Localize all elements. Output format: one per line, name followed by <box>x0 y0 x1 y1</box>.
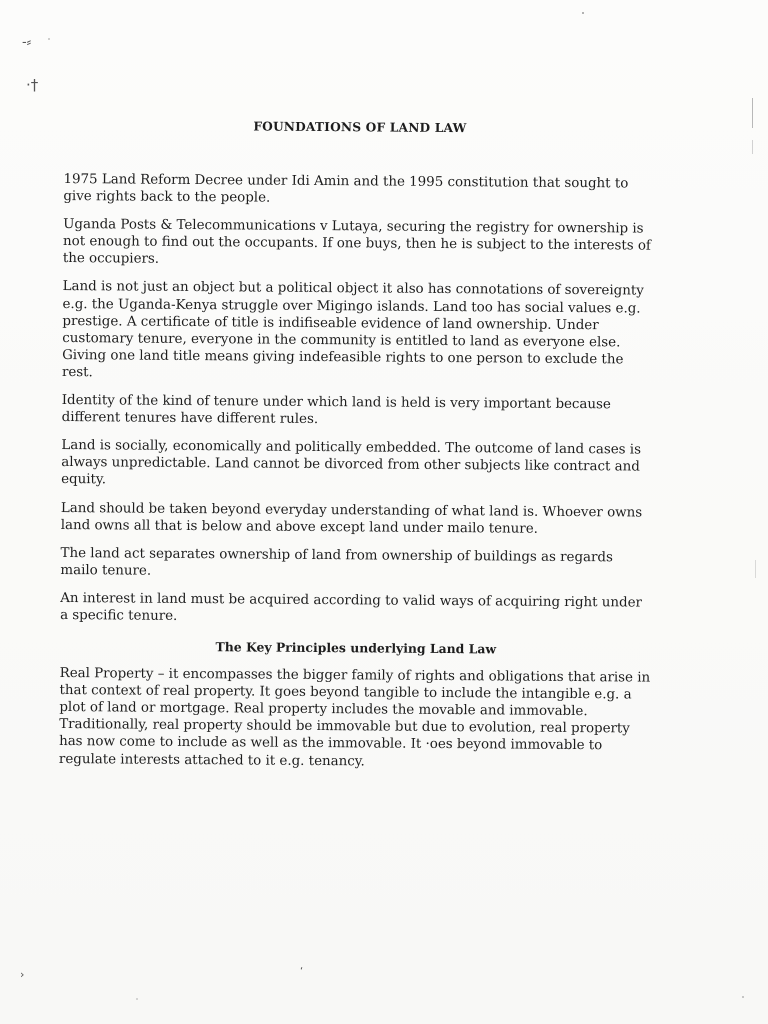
paragraph: Uganda Posts & Telecommunications v Lutaya, securing the registry for ownership is not enough to find out the occupants. If one buys, then he is subject to the interests of the occupiers. <box>62 217 651 268</box>
scan-edge-line <box>755 560 756 578</box>
scan-artifact-mark: ·† <box>26 76 39 94</box>
scan-speck <box>742 996 744 998</box>
paragraph: Land should be taken beyond everyday understanding of what land is. Whoever owns land owns all that is below and above except land under mailo tenure. <box>60 500 643 537</box>
paragraph: The land act separates ownership of land from ownership of buildings as regards mailo tenure. <box>60 545 613 579</box>
scan-artifact-mark: ‘ <box>300 966 304 977</box>
scan-speck <box>136 998 138 1000</box>
section-heading: The Key Principles underlying Land Law <box>215 639 497 657</box>
scan-edge-line <box>752 98 753 128</box>
paragraph: An interest in land must be acquired according to valid ways of acquiring right under a specific tenure. <box>60 590 643 624</box>
paragraph: Identity of the kind of tenure under which land is held is very important because different tenures have different rules. <box>61 393 611 428</box>
paragraph: Land is not just an object but a political object it also has connotations of sovereignty e.g. the Uganda-Kenya struggle over Migingo islands. Land too has social values e.g. prestige. A certificate of title is indifiseable evidence of land ownership. Under customary tenure, everyone in the community is entitled to land as everyone else. Giving one land title means giving indefeasible rights to one person to exclude the rest. <box>61 279 644 381</box>
document-body <box>59 118 656 783</box>
scan-artifact-mark: -⸗ <box>22 35 32 50</box>
section-paragraph: Real Property – it encompasses the bigger family of rights and obligations that arise in that context of real property. It goes beyond tangible to include the intangible e.g. a plot of land or mortgage. Real property includes the movable and immovable. Traditionally, real property should be immovable but due to evolution, real property has now come to include as well as the immovable. It ·oes beyond immovable to regulate interests attached to it e.g. tenancy. <box>58 666 651 769</box>
scan-speck <box>48 38 50 40</box>
document-title: FOUNDATIONS OF LAND LAW <box>253 119 467 136</box>
scan-speck <box>582 12 584 14</box>
paragraph: Land is socially, economically and politically embedded. The outcome of land cases is always unpredictable. Land cannot be divorced from other subjects like contract and equity. <box>61 438 642 488</box>
paragraph: 1975 Land Reform Decree under Idi Amin and the 1995 constitution that sought to give rights back to the people. <box>63 171 629 206</box>
scan-edge-line <box>752 140 753 154</box>
scan-artifact-mark: › <box>20 968 25 981</box>
